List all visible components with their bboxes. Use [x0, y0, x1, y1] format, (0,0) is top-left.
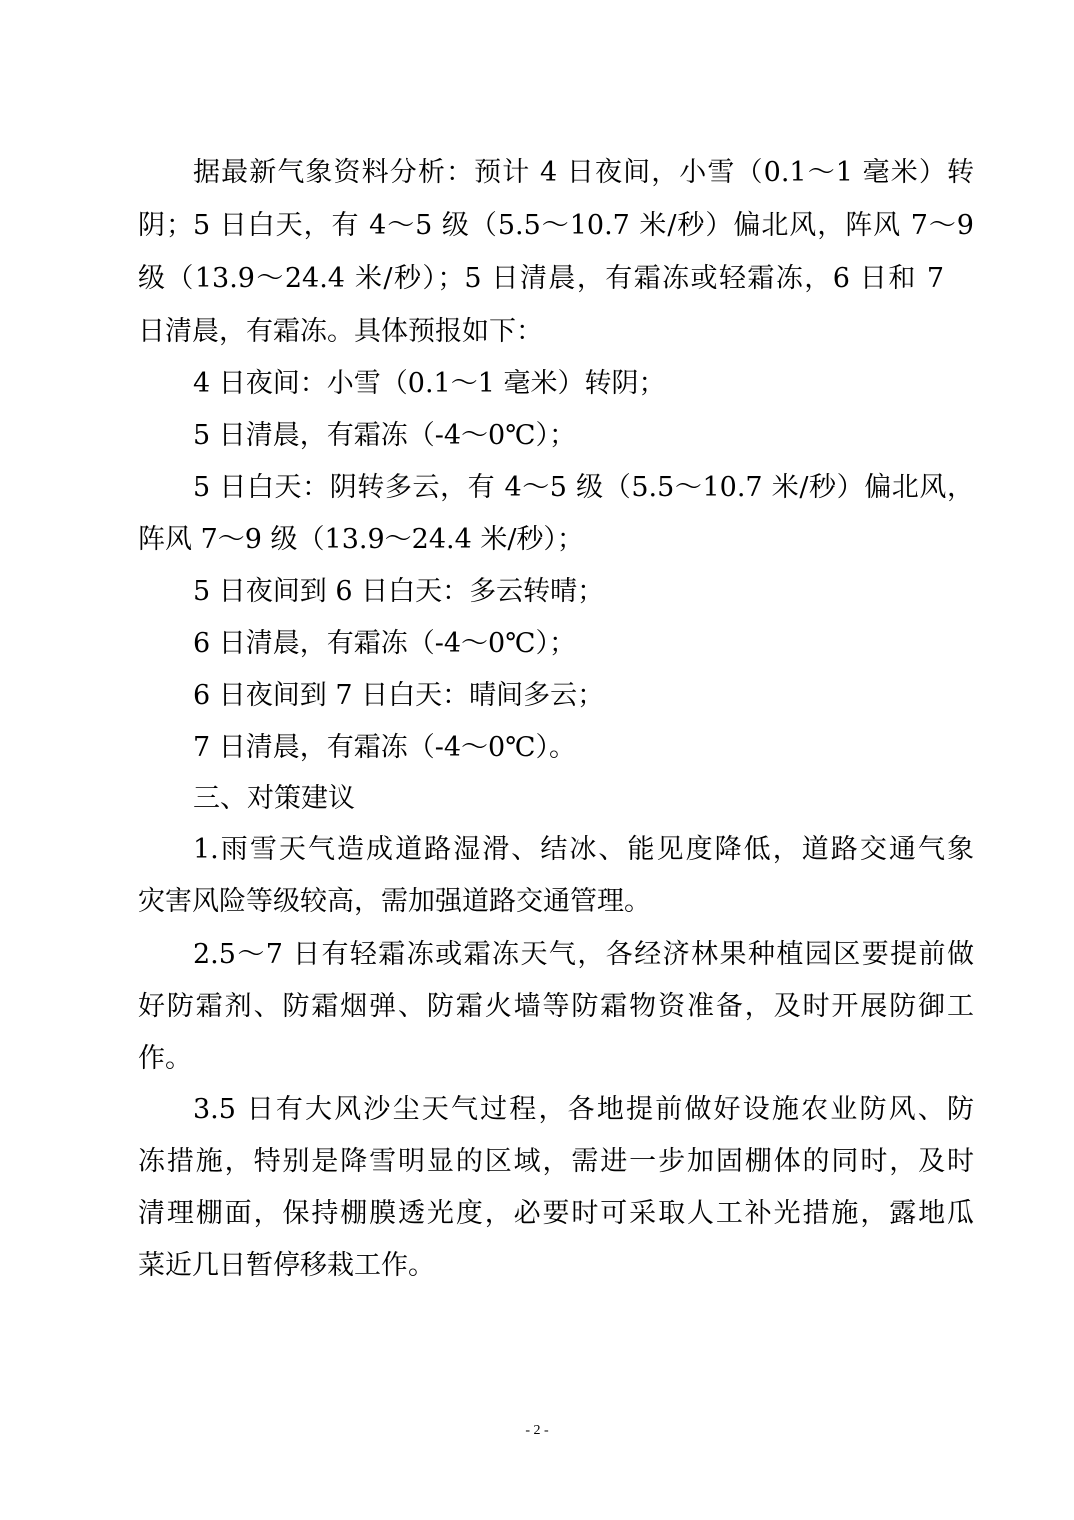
suggestion-line: 灾害风险等级较高，需加强道路交通管理。	[138, 886, 651, 917]
forecast-item: 6 日夜间到 7 日白天：晴间多云；	[193, 680, 605, 711]
suggestion-line: 好防霜剂、防霜烟弹、防霜火墙等防霜物资准备，及时开展防御工	[138, 991, 974, 1022]
paragraph-line: 据最新气象资料分析：预计 4 日夜间，小雪（0.1～1 毫米）转	[193, 157, 974, 188]
forecast-item: 5 日夜间到 6 日白天：多云转晴；	[193, 576, 605, 607]
paragraph-line: 级（13.9～24.4 米/秒）；5 日清晨，有霜冻或轻霜冻，6 日和 7	[138, 263, 944, 294]
forecast-item: 阵风 7～9 级（13.9～24.4 米/秒）；	[138, 524, 584, 555]
suggestion-line: 3.5 日有大风沙尘天气过程，各地提前做好设施农业防风、防	[193, 1094, 974, 1125]
forecast-item: 7 日清晨，有霜冻（-4～0℃）。	[193, 732, 576, 763]
section-heading: 三、对策建议	[193, 783, 355, 814]
paragraph-line: 日清晨，有霜冻。具体预报如下：	[138, 316, 543, 347]
suggestion-line: 菜近几日暂停移栽工作。	[138, 1250, 435, 1281]
forecast-item: 6 日清晨，有霜冻（-4～0℃）；	[193, 628, 576, 659]
suggestion-line: 1.雨雪天气造成道路湿滑、结冰、能见度降低，道路交通气象	[193, 834, 974, 865]
page-number: - 2 -	[525, 1423, 549, 1438]
suggestion-line: 作。	[138, 1043, 192, 1074]
suggestion-line: 2.5～7 日有轻霜冻或霜冻天气，各经济林果种植园区要提前做	[193, 939, 974, 970]
forecast-item: 5 日白天：阴转多云，有 4～5 级（5.5～10.7 米/秒）偏北风，	[193, 472, 974, 503]
paragraph-line: 阴；5 日白天，有 4～5 级（5.5～10.7 米/秒）偏北风，阵风 7～9	[138, 210, 974, 241]
forecast-item: 4 日夜间：小雪（0.1～1 毫米）转阴；	[193, 368, 666, 399]
suggestion-line: 清理棚面，保持棚膜透光度，必要时可采取人工补光措施，露地瓜	[138, 1198, 974, 1229]
forecast-item: 5 日清晨，有霜冻（-4～0℃）；	[193, 420, 576, 451]
suggestion-line: 冻措施，特别是降雪明显的区域，需进一步加固棚体的同时，及时	[138, 1146, 974, 1177]
